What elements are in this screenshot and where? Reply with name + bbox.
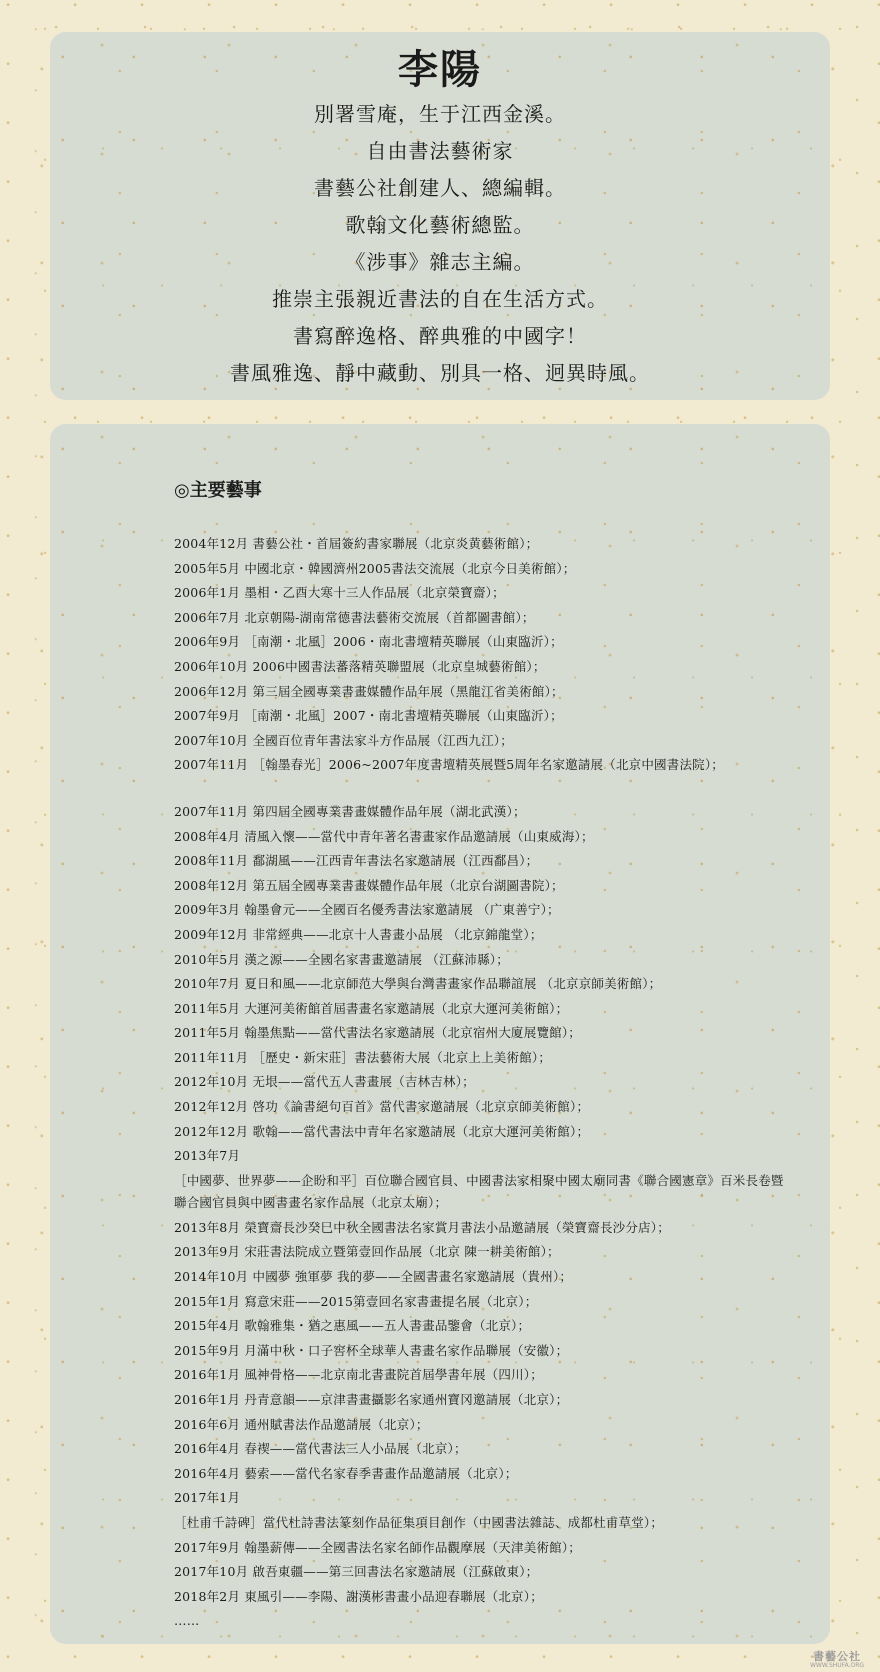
events-list [174, 532, 794, 1634]
event-item: 2011年11月 ［歷史・新宋莊］書法藝術大展（北京上上美術館）； [174, 1049, 552, 1065]
event-item: 2017年1月 [174, 1490, 241, 1506]
intro-line: 書風雅逸、靜中藏動、別具一格、迥異時風。 [230, 361, 650, 385]
intro-panel [50, 32, 830, 400]
event-item: 2013年8月 榮寶齋長沙癸巳中秋全國書法名家賞月書法小品邀請展（榮寶齋長沙分店）； [174, 1219, 670, 1235]
event-item: 2007年9月 ［南潮・北風］2007・南北書壇精英聯展（山東臨沂）； [174, 708, 563, 724]
events-panel [50, 424, 830, 1644]
intro-line: 別署雪庵，生于江西金溪。 [314, 102, 566, 126]
event-item: 2008年12月 第五屆全國專業書畫媒體作品年展（北京台湖圖書院）； [174, 877, 564, 893]
event-item: 2016年4月 春禊——當代書法三人小品展（北京）； [174, 1441, 467, 1457]
intro-line: 歌翰文化藝術總監。 [345, 213, 535, 237]
intro-line: 推崇主張親近書法的自在生活方式。 [272, 287, 608, 311]
site-logo [798, 1651, 876, 1669]
event-item: 2006年7月 北京朝陽-湖南常德書法藝術交流展（首都圖書館）； [174, 609, 535, 625]
intro-line: 自由書法藝術家 [366, 139, 514, 163]
event-item: 2006年12月 第三屆全國專業書畫媒體作品年展（黑龍江省美術館）； [174, 683, 564, 699]
event-item: 2009年3月 翰墨會元——全國百名優秀書法家邀請展 （广東善宁）； [174, 902, 560, 918]
event-item: 2010年5月 漢之源——全國名家書畫邀請展 （江蘇沛縣）； [174, 951, 509, 967]
event-item: 2006年1月 墨相・乙酉大寒十三人作品展（北京榮寶齋）； [174, 585, 505, 601]
event-item: 2016年1月 丹青意韻——京津書畫攝影名家通州寶冈邀請展（北京）； [174, 1392, 569, 1407]
intro-line: 書藝公社創建人、總編輯。 [314, 176, 566, 200]
event-item: 2015年4月 歌翰雅集・猶之惠風——五人書畫品鑒會（北京）； [174, 1318, 531, 1334]
intro-line: 《涉事》雜志主編。 [345, 250, 535, 274]
event-item: ［中國夢、世界夢——企盼和平］百位聯合國官員、中國書法家相聚中國太廟同書《聯合國憲章》百米長卷暨聯合國官員與中國書畫名家作品展（北京太廟）； [174, 1172, 784, 1210]
event-item: 2017年9月 翰墨薪傳——全國書法名家名師作品觀摩展（天津美術館）； [174, 1539, 581, 1555]
logo-text: 書藝公社 [813, 1650, 861, 1663]
event-item: 2015年9月 月滿中秋・口子窖杯全球華人書畫名家作品聯展（安徽）； [174, 1342, 569, 1358]
event-item: 2011年5月 翰墨焦點——當代書法名家邀請展（北京宿州大廈展覽館）； [174, 1025, 581, 1041]
events-heading: ◎主要藝事 [174, 480, 262, 501]
logo-url: WWW.SHUFA.ORG [809, 1662, 865, 1669]
event-item: 2014年10月 中國夢 強軍夢 我的夢——全國書畫名家邀請展（貴州）； [174, 1269, 573, 1285]
event-item: 2004年12月 書藝公社・首屆簽約書家聯展（北京炎黄藝術館）； [174, 536, 539, 551]
event-item: 2013年7月 [174, 1148, 241, 1164]
intro-line: 書寫醉逸格、醉典雅的中國字！ [293, 324, 587, 348]
event-item: 2012年12月 啓功《論書絕句百首》當代書家邀請展（北京京師美術館）； [174, 1099, 590, 1115]
event-item: …… [174, 1613, 200, 1629]
event-item: 2012年12月 歌翰——當代書法中青年名家邀請展（北京大運河美術館）； [174, 1123, 590, 1139]
event-item: 2007年10月 全國百位青年書法家斗方作品展（江西九江）； [174, 732, 513, 748]
event-item: 2009年12月 非常經典——北京十人書畫小品展 （北京錦龍堂）； [174, 926, 543, 942]
artist-name: 李陽 [398, 46, 482, 93]
event-item: 2016年1月 風神骨格——北京南北書畫院首屆學書年展（四川）； [174, 1367, 543, 1383]
event-item: 2008年11月 鄱湖風——江西青年書法名家邀請展（江西鄱昌）； [174, 853, 539, 869]
event-item: 2015年1月 寫意宋莊——2015第壹回名家書畫提名展（北京）； [174, 1293, 538, 1309]
event-item: 2018年2月 東風引——李陽、謝漢彬書畫小品迎春聯展（北京）； [174, 1588, 543, 1604]
event-item: 2008年4月 清風入懷——當代中青年著名書畫家作品邀請展（山東威海）； [174, 828, 594, 844]
event-item: 2005年5月 中國北京・韓國濟州2005書法交流展（北京今日美術館）； [174, 560, 576, 576]
event-item: ［杜甫千詩碑］當代杜詩書法篆刻作品征集項目創作（中國書法雜誌、成都杜甫草堂）； [174, 1514, 664, 1530]
event-item: 2007年11月 ［翰墨春光］2006~2007年度書壇精英展暨5周年名家邀請展（北京中國書法院）； [174, 757, 724, 773]
event-item: 2016年4月 藝索——當代名家春季書畫作品邀請展（北京）； [174, 1465, 518, 1481]
event-item: 2013年9月 宋莊書法院成立暨第壹回作品展（北京 陳一耕美術館）； [174, 1244, 560, 1260]
event-item: 2016年6月 通州賦書法作品邀請展（北京）； [174, 1416, 429, 1432]
event-item: 2010年7月 夏日和風——北京師范大學與台灣書畫家作品聯誼展 （北京京師美術館）； [174, 976, 662, 992]
event-item: 2017年10月 啟吾東疆——第三回書法名家邀請展（江蘇啟東）； [174, 1564, 539, 1580]
event-item: 2007年11月 第四屆全國專業書畫媒體作品年展（湖北武漢）； [174, 803, 526, 819]
event-item: 2006年9月 ［南潮・北風］2006・南北書壇精英聯展（山東臨沂）； [174, 634, 563, 650]
event-item: 2011年5月 大運河美術館首屆書畫名家邀請展（北京大運河美術館）； [174, 1000, 569, 1016]
event-item: 2012年10月 无垠——當代五人書畫展（吉林吉林）； [174, 1074, 475, 1090]
event-item: 2006年10月 2006中國書法蕃落精英聯盟展（北京皇城藝術館）； [174, 658, 546, 674]
